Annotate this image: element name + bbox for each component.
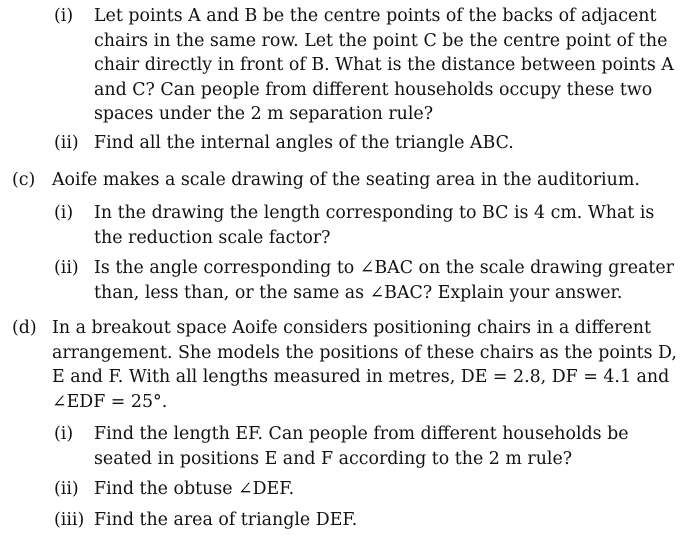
question-c-ii bbox=[54, 256, 680, 305]
item-text: Is the angle corresponding to ∠BAC on the scale drawing greater than, less than, or the same as ∠BAC? Explain your answer. bbox=[94, 258, 674, 303]
item-text: Aoife makes a scale drawing of the seating area in the auditorium. bbox=[52, 170, 640, 190]
question-b-ii bbox=[54, 131, 680, 156]
question-d-iii bbox=[54, 508, 680, 533]
item-label: (ii) bbox=[54, 258, 79, 278]
item-label: (c) bbox=[12, 170, 36, 190]
item-text: Find the length EF. Can people from different households be seated in positions E and F according to the 2 m rule? bbox=[94, 424, 629, 469]
item-label: (i) bbox=[54, 203, 74, 223]
item-label: (ii) bbox=[54, 133, 79, 153]
item-text: In a breakout space Aoife considers positioning chairs in a different arrangement. She models the positions of these chairs as the points D, E and F. With all lengths measured in metres, DE = 2.8, DF = 4.1 and ∠EDF = 25°. bbox=[52, 318, 677, 412]
question-c-i bbox=[54, 201, 680, 250]
item-text: Let points A and B be the centre points of the backs of adjacent chairs in the same row. Let the point C be the centre point of the chair directly in front of B. What is the distance between points A and C? Can people from different households occupy these two spaces under the 2 m separation rule? bbox=[94, 6, 674, 124]
item-label: (i) bbox=[54, 424, 74, 444]
item-text: Find the obtuse ∠DEF. bbox=[94, 479, 295, 499]
item-text: Find all the internal angles of the triangle ABC. bbox=[94, 133, 514, 153]
item-label: (ii) bbox=[54, 479, 79, 499]
question-d-i bbox=[54, 422, 680, 471]
question-d bbox=[12, 316, 684, 414]
item-label: (d) bbox=[12, 318, 37, 338]
item-label: (iii) bbox=[54, 510, 85, 530]
question-b-i bbox=[54, 4, 680, 127]
item-label: (i) bbox=[54, 6, 74, 26]
question-c bbox=[12, 168, 684, 193]
item-text: Find the area of triangle DEF. bbox=[94, 510, 358, 530]
item-text: In the drawing the length corresponding to BC is 4 cm. What is the reduction scale factor? bbox=[94, 203, 655, 248]
question-d-ii bbox=[54, 477, 680, 502]
